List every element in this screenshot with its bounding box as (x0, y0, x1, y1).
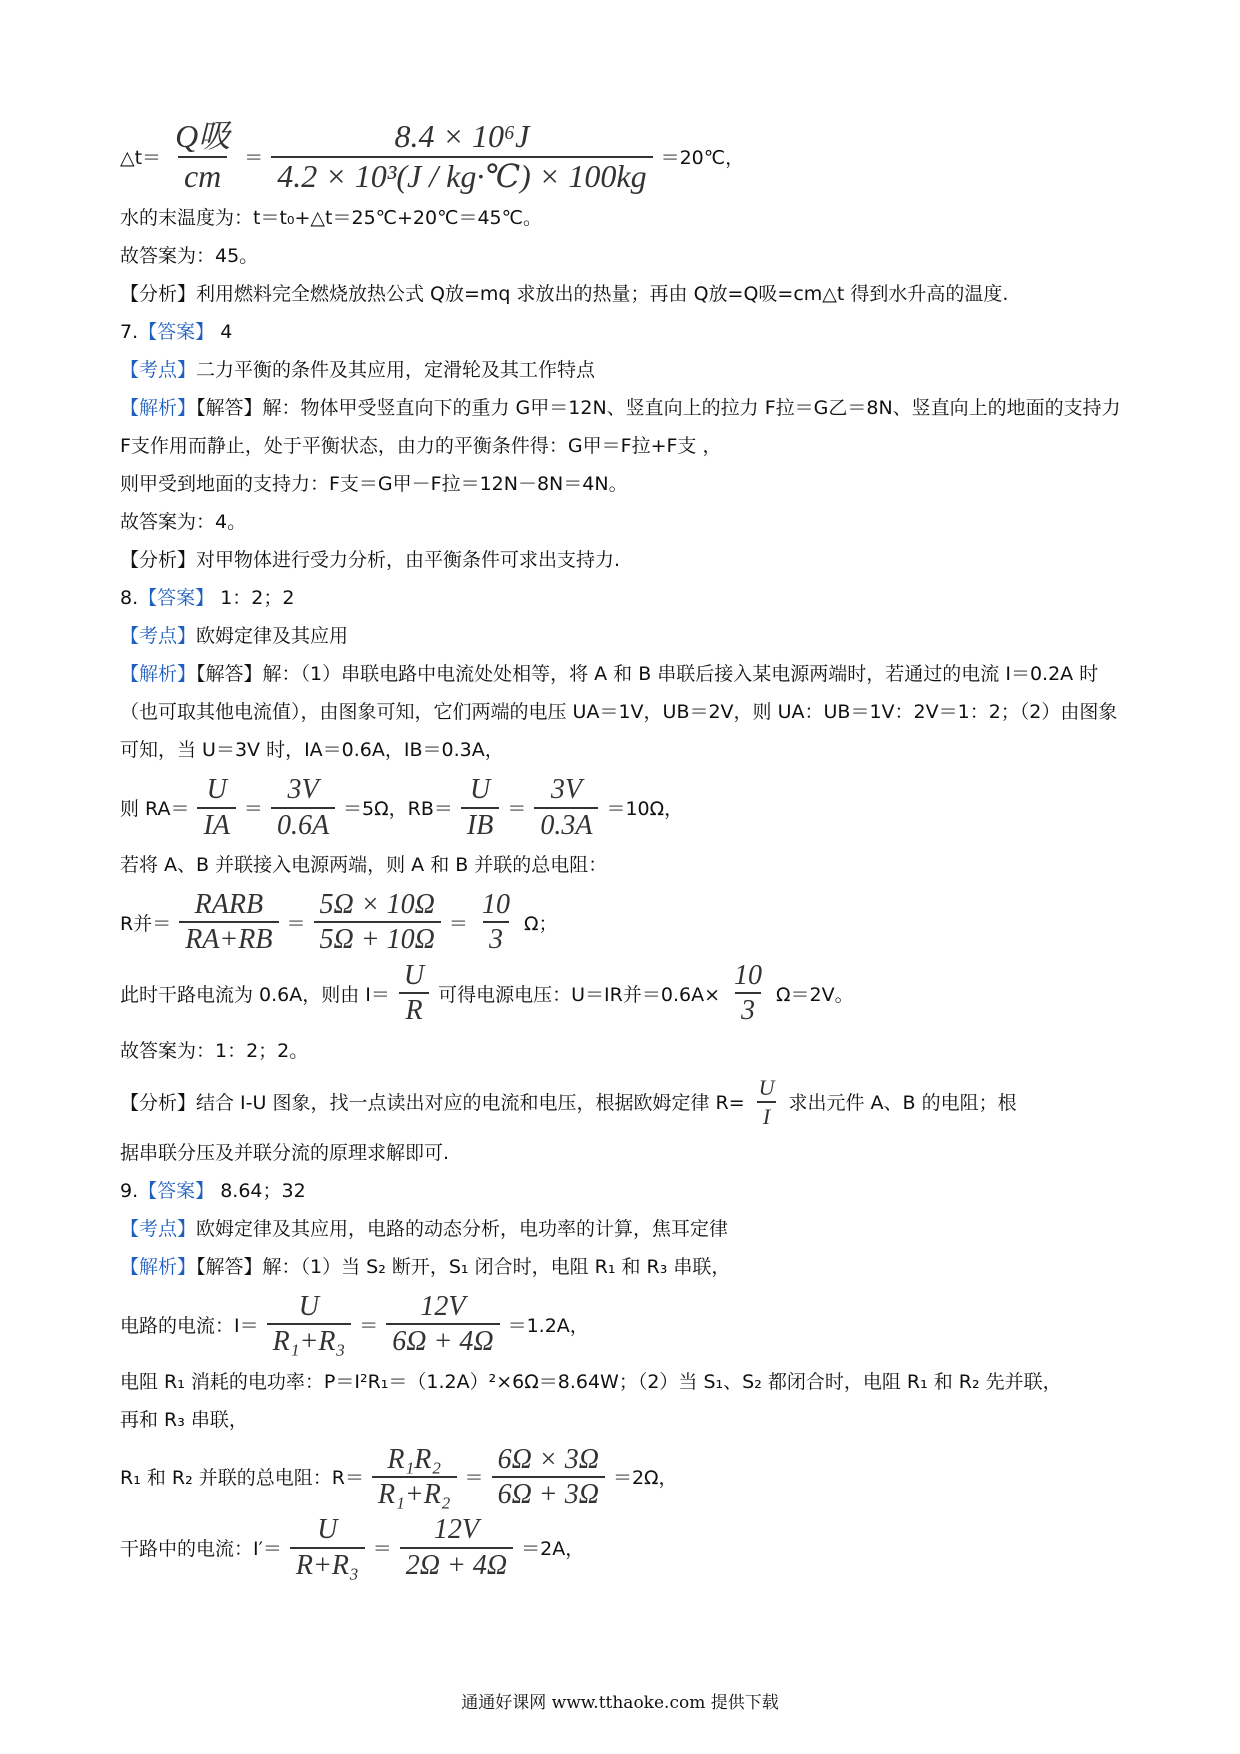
fraction (400, 1515, 513, 1580)
question-number: 8. (120, 587, 139, 610)
solution-text: 【解答】解：（1）当 S₂ 断开，S₁ 闭合时，电阻 R₁ 和 R₃ 串联， (196, 1255, 731, 1278)
numerator: 3V (550, 774, 582, 806)
text-line: 若将 A、B 并联接入电源两端，则 A 和 B 并联的总电阻： (120, 853, 608, 876)
eq-text: 电路的电流：I＝ (120, 1314, 259, 1337)
fraction (271, 120, 652, 193)
numerator: 10 (734, 959, 762, 991)
equation-source-voltage (120, 961, 1130, 1026)
fraction (372, 1445, 457, 1510)
question-number: 7. (120, 321, 139, 344)
denominator: R₁+R₃ (267, 1323, 352, 1356)
numerator: 5Ω × 10Ω (319, 888, 435, 920)
eq-text: ＝10Ω， (606, 798, 684, 821)
eq-text: ＝ (244, 147, 264, 170)
eq-text: 可得电源电压：U＝IR并＝0.6A× (438, 983, 720, 1006)
numerator: 6Ω × 3Ω (497, 1443, 599, 1475)
numerator: U (206, 774, 227, 806)
equation-delta-t (120, 120, 1130, 193)
eq-text: ＝ (507, 798, 527, 821)
answer-value: 4 (214, 321, 233, 344)
numerator: R₁R₂ (387, 1443, 442, 1475)
denominator: 6Ω + 4Ω (386, 1323, 499, 1356)
solution-tag: 【解析】 (120, 663, 197, 686)
denominator: I (757, 1101, 776, 1128)
eq-text: ＝ (448, 912, 468, 935)
fraction (461, 775, 499, 840)
solution-line (120, 1248, 1130, 1286)
topic-text: 二力平衡的条件及其应用，定滑轮及其工作特点 (196, 359, 596, 382)
page-footer: 通通好课网 www.tthaoke.com 提供下载 (461, 1693, 779, 1713)
question-number: 9. (120, 1179, 139, 1202)
text-line: 故答案为：45。 (120, 245, 259, 268)
solution-paragraph (120, 389, 1130, 465)
topic-tag: 【考点】 (120, 1217, 197, 1240)
answer-line-q9 (120, 1172, 1130, 1210)
fraction (386, 1292, 499, 1357)
fraction (271, 775, 335, 840)
text-line: 电阻 R₁ 消耗的电功率：P＝I²R₁＝（1.2A）²×6Ω＝8.64W；（2）当 S₁、S₂ 都闭合时，电阻 R₁ 和 R₂ 先并联， (120, 1370, 1062, 1393)
numerator: Q吸 (175, 118, 231, 154)
numerator: RARB (194, 888, 264, 920)
denominator: R₁+R₂ (372, 1476, 457, 1509)
numerator: 12V (433, 1514, 480, 1546)
denominator: R+R₃ (290, 1547, 365, 1580)
denominator: IB (461, 807, 499, 840)
analysis-equation-line (120, 1076, 1130, 1128)
text-line: 则甲受到地面的支持力：F支＝G甲－F拉＝12N－8N＝4N。 (120, 473, 628, 496)
eq-text: Ω； (523, 912, 558, 935)
text-line: 水的末温度为：t＝t₀+△t＝25℃+20℃＝45℃。 (120, 207, 542, 230)
denominator: 3 (483, 921, 509, 954)
eq-text: R₁ 和 R₂ 并联的总电阻：R＝ (120, 1467, 364, 1490)
fraction (753, 1076, 781, 1128)
answer-value: 1：2；2 (214, 587, 295, 610)
eq-text: △t＝ (120, 147, 162, 170)
eq-text: 干路中的电流：I′＝ (120, 1538, 282, 1561)
topic-text: 欧姆定律及其应用，电路的动态分析，电功率的计算，焦耳定律 (196, 1217, 729, 1240)
eq-text: 此时干路电流为 0.6A，则由 I＝ (120, 983, 390, 1006)
denominator: cm (178, 156, 227, 194)
numerator: U (470, 774, 491, 806)
fraction (314, 890, 441, 955)
equation-trunk-current (120, 1515, 1130, 1580)
topic-line (120, 351, 1130, 389)
eq-text: ＝5Ω，RB＝ (343, 798, 453, 821)
denominator: 3 (735, 992, 761, 1025)
solution-paragraph (120, 655, 1130, 769)
denominator: IA (197, 807, 235, 840)
numerator: 3V (287, 774, 319, 806)
solution-tag: 【解析】 (120, 1255, 197, 1278)
eq-text: ＝1.2A， (507, 1314, 589, 1337)
numerator: 12V (420, 1290, 466, 1322)
topic-tag: 【考点】 (120, 625, 197, 648)
numerator: U (317, 1514, 338, 1546)
answer-tag: 【答案】 (138, 321, 215, 344)
eq-text: ＝ (372, 1538, 392, 1561)
page-content (120, 120, 1130, 1586)
eq-text: ＝2Ω， (612, 1467, 678, 1490)
eq-text: 求出元件 A、B 的电阻；根 (788, 1092, 1017, 1115)
numerator: 8.4 × 10⁶J (394, 118, 530, 154)
text-line: 据串联分压及并联分流的原理求解即可. (120, 1141, 450, 1164)
numerator: U (758, 1074, 775, 1100)
topic-text: 欧姆定律及其应用 (196, 625, 349, 648)
denominator: 2Ω + 4Ω (400, 1547, 513, 1580)
eq-text: Ω＝2V。 (776, 983, 854, 1006)
denominator: 5Ω + 10Ω (314, 921, 441, 954)
numerator: U (403, 959, 425, 991)
solution-text: 【解答】解：（1）串联电路中电流处处相等，将 A 和 B 串联后接入某电源两端时，若通过的电流 I＝0.2A 时（也可取其他电流值），由图象可知，它们两端的电压 UA＝1V，UB＝2V，则 UA：UB＝1V：2V＝1：2；（2）由图象可知，当 U＝3V 时，IA＝0.6A，IB＝0.3A， (120, 663, 1118, 762)
equation-circuit-current (120, 1292, 1130, 1357)
denominator: R (399, 992, 428, 1025)
fraction (197, 775, 235, 840)
eq-text: ＝ (286, 912, 306, 935)
analysis-line: 【分析】对甲物体进行受力分析，由平衡条件可求出支持力. (120, 549, 621, 572)
text-line: 再和 R₃ 串联， (120, 1408, 248, 1431)
fraction (728, 961, 768, 1026)
eq-text: ＝ (359, 1314, 379, 1337)
eq-text: 【分析】结合 I-U 图象，找一点读出对应的电流和电压，根据欧姆定律 R= (120, 1092, 745, 1115)
equation-r1-r2-parallel (120, 1445, 1130, 1510)
text-line: 故答案为：1：2；2。 (120, 1039, 309, 1062)
denominator: 6Ω + 3Ω (492, 1476, 605, 1509)
fraction (267, 1292, 352, 1357)
fraction (476, 890, 516, 955)
fraction (534, 775, 598, 840)
fraction (179, 890, 278, 955)
fraction (290, 1515, 365, 1580)
denominator: 0.3A (534, 807, 598, 840)
solution-text: 【解答】解：物体甲受竖直向下的重力 G甲＝12N、竖直向上的拉力 F拉＝G乙＝8N、竖直向上的地面的支持力 F支作用而静止，处于平衡状态，由力的平衡条件得：G甲＝F拉+F支 ， (120, 397, 1121, 458)
fraction (492, 1445, 605, 1510)
eq-text: ＝20℃， (660, 147, 745, 170)
denominator: 4.2 × 10³(J / kg·℃) × 100kg (271, 156, 652, 194)
denominator: 0.6A (271, 807, 335, 840)
equation-parallel-resistance (120, 890, 1130, 955)
answer-tag: 【答案】 (138, 1179, 215, 1202)
answer-line-q8 (120, 579, 1130, 617)
answer-line-q7 (120, 313, 1130, 351)
equation-resistances (120, 775, 1130, 840)
answer-value: 8.64；32 (214, 1179, 306, 1202)
eq-text: 则 RA＝ (120, 798, 190, 821)
analysis-line: 【分析】利用燃料完全燃烧放热公式 Q放=mq 求放出的热量；再由 Q放=Q吸=cm△t 得到水升高的温度. (120, 283, 1009, 306)
numerator: U (298, 1290, 320, 1322)
eq-text: R并＝ (120, 912, 172, 935)
topic-tag: 【考点】 (120, 359, 197, 382)
numerator: 10 (481, 888, 510, 920)
eq-text: ＝2A， (521, 1538, 585, 1561)
answer-tag: 【答案】 (138, 587, 215, 610)
denominator: RA+RB (179, 921, 278, 954)
topic-line (120, 617, 1130, 655)
eq-text: ＝ (464, 1467, 484, 1490)
topic-line (120, 1210, 1130, 1248)
text-line: 故答案为：4。 (120, 511, 247, 534)
solution-tag: 【解析】 (120, 397, 197, 420)
fraction (169, 120, 236, 193)
fraction (398, 961, 430, 1026)
eq-text: ＝ (243, 798, 263, 821)
